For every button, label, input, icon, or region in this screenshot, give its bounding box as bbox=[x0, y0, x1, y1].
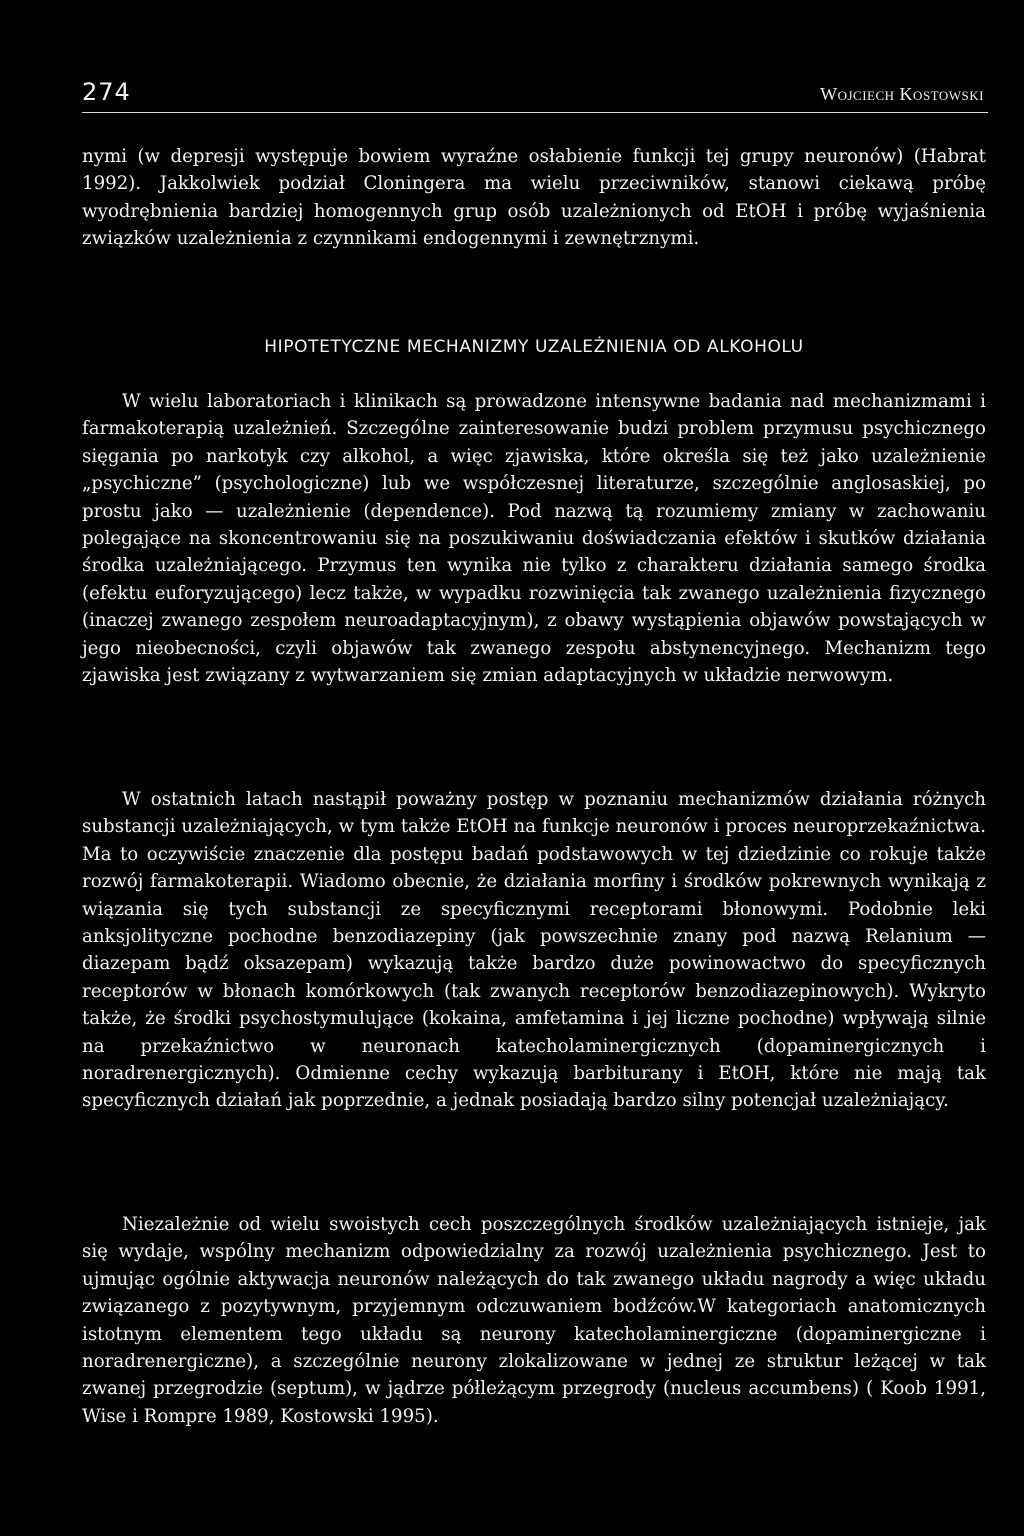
running-head: Wojciech Kostowski bbox=[820, 84, 984, 104]
paragraph-progress: W ostatnich latach nastąpił poważny postęp w poznaniu mechanizmów działania różnych substancji uzależniających, w tym także EtOH na funkcje neuronów i proces neuroprzekaźnictwa. Ma to oczywiście znaczenie dla postępu badań podstawowych w tej dziedzinie co rokuje także rozwój farmakoterapii. Wiadomo obecnie, że działania morfiny i środków pokrewnych wynikają z wiązania się tych substancji ze specyficznymi receptorami błonowymi. Podobnie leki anksjolityczne pochodne benzodiazepiny (jak powszechnie znany pod nazwą Relanium — diazepam bądź oksazepam) wykazują także bardzo duże powinowactwo do specyficznych receptorów w błonach komórkowych (tak zwanych receptorów benzodiazepinowych). Wykryto także, że środki psychostymulujące (kokaina, amfetamina i jej liczne pochodne) wpływają silnie na przekaźnictwo w neuronach katecholaminergicznych (dopaminergicznych i noradrenergicznych). Odmienne cechy wykazują barbiturany i EtOH, które nie mają tak specyficznych działań jak poprzednie, a jednak posiadają bardzo silny potencjał uzależniający. bbox=[82, 789, 986, 1112]
paragraph-continued: nymi (w depresji występuje bowiem wyraźne osłabienie funkcji tej grupy neuronów) (Habrat 1992). Jakkolwiek podział Cloningera ma wielu przeciwników, stanowi ciekawą próbę wyodrębnienia bardziej homogennych grup osób uzależnionych od EtOH i próbę wyjaśnienia związków uzależnienia z czynnikami endogennymi i zewnętrznymi. bbox=[82, 146, 986, 250]
page-number: 274 bbox=[82, 78, 131, 106]
page-header bbox=[82, 78, 988, 113]
paragraph-mechanisms: W wielu laboratoriach i klinikach są prowadzone intensywne badania nad mechanizmami i farmakoterapią uzależnień. Szczególne zainteresowanie budzi problem przymusu psychicznego sięgania po narkotyk czy alkohol, a więc zjawiska, które określa się też jako uzależnienie „psychiczne” (psychologiczne) lub we współczesnej literaturze, szczególnie anglosaskiej, po prostu jako — uzależnienie (dependence). Pod nazwą tą rozumiemy zmiany w zachowaniu polegające na skoncentrowaniu się na poszukiwaniu doświadczania efektów i skutków działania środka uzależniającego. Przymus ten wynika nie tylko z charakteru działania samego środka (efektu euforyzującego) lecz także, w wypadku rozwinięcia tak zwanego uzależnienia fizycznego (inaczej zwanego zespołem neuroadaptacyjnym), z obawy wystąpienia objawów powstających w jego nieobecności, czyli objawów tak zwanego zespołu abstynencyjnego. Mechanizm tego zjawiska jest związany z wytwarzaniem się zmian adaptacyjnych w układzie nerwowym. bbox=[82, 391, 986, 687]
section-heading: HIPOTETYCZNE MECHANIZMY UZALEŻNIENIA OD ALKOHOLU bbox=[264, 337, 804, 357]
paragraph-reward-system: Niezależnie od wielu swoistych cech poszczególnych środków uzależniających istnieje, jak się wydaje, wspólny mechanizm odpowiedzialny za rozwój uzależnienia psychicznego. Jest to ujmując ogólnie aktywacja neuronów należących do tak zwanego układu nagrody a więc układu związanego z pozytywnym, przyjemnym odczuwaniem bodźców.W kategoriach anatomicznych istotnym elementem tego układu są neurony katecholaminergiczne (dopaminergiczne i noradrenergiczne), a szczególnie neurony zlokalizowane w jednej ze struktur leżącej w tak zwanej przegrodzie (septum), w jądrze półleżącym przegrody (nucleus accumbens) ( Koob 1991, Wise i Rompre 1989, Kostowski 1995). bbox=[82, 1214, 986, 1427]
